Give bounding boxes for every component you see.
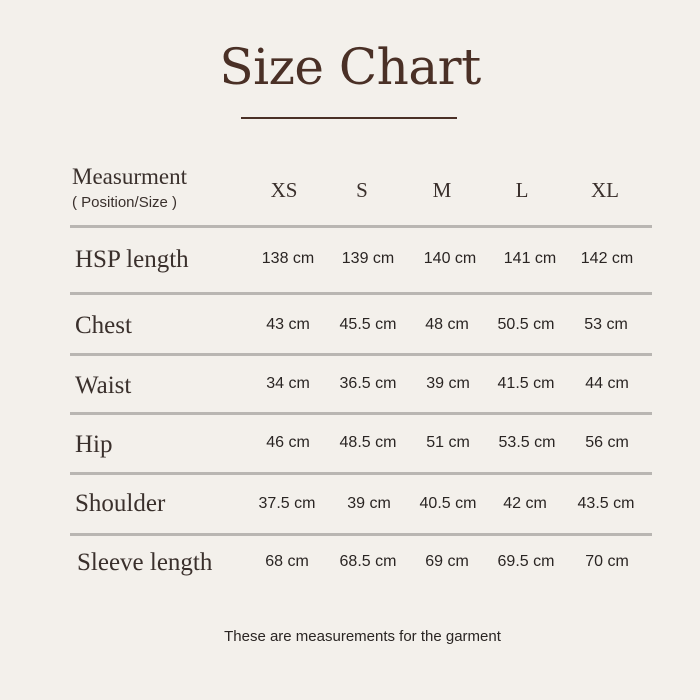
- page-title: Size Chart: [219, 38, 481, 96]
- row-label-sleeve-length: Sleeve length: [77, 549, 213, 576]
- table-cell: 51 cm: [426, 434, 470, 451]
- table-cell: 53.5 cm: [498, 434, 556, 451]
- row-label-chest: Chest: [75, 312, 132, 339]
- table-cell: 41.5 cm: [497, 375, 555, 392]
- row-label-waist: Waist: [75, 372, 132, 399]
- header-position-size-label: ( Position/Size ): [72, 194, 178, 211]
- table-cell: 139 cm: [341, 250, 395, 267]
- size-header-xs: XS: [270, 178, 298, 202]
- table-cell: 46 cm: [266, 434, 310, 451]
- table-cell: 40.5 cm: [419, 495, 477, 512]
- table-divider: [70, 353, 652, 356]
- table-cell: 44 cm: [585, 375, 629, 392]
- table-cell: 39 cm: [347, 495, 391, 512]
- table-cell: 142 cm: [580, 250, 634, 267]
- table-divider: [70, 472, 652, 475]
- table-cell: 69.5 cm: [497, 553, 555, 570]
- table-cell: 39 cm: [426, 375, 470, 392]
- table-cell: 37.5 cm: [258, 495, 316, 512]
- table-cell: 43.5 cm: [577, 495, 635, 512]
- size-header-m: M: [432, 178, 452, 202]
- table-cell: 53 cm: [584, 316, 628, 333]
- table-cell: 50.5 cm: [497, 316, 555, 333]
- table-cell: 70 cm: [585, 553, 629, 570]
- table-cell: 68 cm: [265, 553, 309, 570]
- footnote-text: These are measurements for the garment: [224, 628, 501, 645]
- table-cell: 56 cm: [585, 434, 629, 451]
- table-divider: [70, 225, 652, 228]
- table-cell: 140 cm: [423, 250, 477, 267]
- table-cell: 69 cm: [425, 553, 469, 570]
- size-header-s: S: [356, 178, 368, 202]
- table-cell: 43 cm: [266, 316, 310, 333]
- table-divider: [70, 533, 652, 536]
- table-cell: 48 cm: [425, 316, 469, 333]
- table-cell: 42 cm: [503, 495, 547, 512]
- table-cell: 68.5 cm: [339, 553, 397, 570]
- table-cell: 138 cm: [261, 250, 315, 267]
- row-label-hsp-length: HSP length: [75, 246, 189, 273]
- table-cell: 141 cm: [503, 250, 557, 267]
- size-header-l: L: [515, 178, 529, 202]
- header-measurement-label: Measurment: [72, 164, 187, 189]
- table-divider: [70, 412, 652, 415]
- table-cell: 45.5 cm: [339, 316, 397, 333]
- row-label-shoulder: Shoulder: [75, 490, 166, 517]
- title-underline: [241, 117, 457, 119]
- row-label-hip: Hip: [75, 431, 113, 458]
- size-header-xl: XL: [591, 178, 619, 202]
- table-cell: 34 cm: [266, 375, 310, 392]
- table-divider: [70, 292, 652, 295]
- table-cell: 36.5 cm: [339, 375, 397, 392]
- table-cell: 48.5 cm: [339, 434, 397, 451]
